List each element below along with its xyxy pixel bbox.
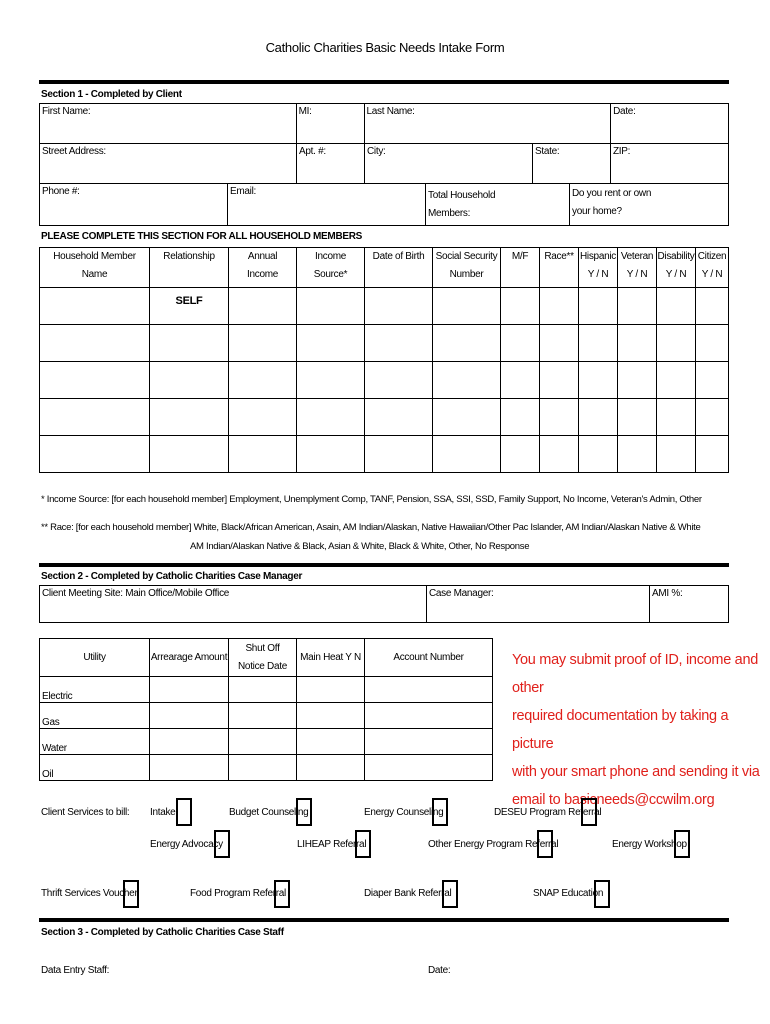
race-note-line1: ** Race: [for each household member] White, Black/African American, Asain, AM Indian/Alaskan, Native Hawaiian/Other Pac Islander, AM Indian/Alaskan Native & White (41, 522, 701, 533)
ami-field[interactable]: AMI %: (650, 586, 729, 623)
diaper-checkbox[interactable] (442, 880, 458, 908)
table-row[interactable] (40, 677, 493, 703)
deseu-label: DESEU Program Referral (494, 807, 602, 818)
liheap-checkbox[interactable] (355, 830, 371, 858)
apt-field[interactable]: Apt. #: (297, 144, 365, 184)
deseu-checkbox[interactable] (581, 798, 597, 826)
last-name-field[interactable]: Last Name: (364, 104, 611, 144)
col-ssn: Social Security Number (433, 248, 501, 288)
thrift-label: Thrift Services Voucher (41, 888, 138, 899)
col-annual-income: Annual Income (229, 248, 297, 288)
energy-counseling-label: Energy Counseling (364, 807, 444, 818)
utility-water-label: Water (40, 729, 150, 755)
street-address-field[interactable]: Street Address: (40, 144, 297, 184)
data-entry-staff-label: Data Entry Staff: (41, 965, 110, 976)
other-energy-label: Other Energy Program Referral (428, 839, 559, 850)
meeting-site-field[interactable]: Client Meeting Site: Main Office/Mobile Office (40, 586, 427, 623)
budget-counseling-label: Budget Counseling (229, 807, 309, 818)
other-energy-checkbox[interactable] (537, 830, 553, 858)
col-hispanic: Hispanic Y / N (579, 248, 618, 288)
table-row[interactable] (40, 703, 493, 729)
zip-field[interactable]: ZIP: (611, 144, 729, 184)
energy-advocacy-checkbox[interactable] (214, 830, 230, 858)
state-field[interactable]: State: (533, 144, 611, 184)
address-table (39, 143, 729, 184)
household-heading: PLEASE COMPLETE THIS SECTION FOR ALL HOUSEHOLD MEMBERS (41, 231, 363, 242)
utility-table (39, 638, 493, 781)
email-field[interactable]: Email: (228, 184, 426, 226)
col-main-heat: Main Heat Y N (297, 639, 365, 677)
col-disability: Disability Y / N (657, 248, 696, 288)
first-name-field[interactable]: First Name: (40, 104, 297, 144)
page-title: Catholic Charities Basic Needs Intake Form (265, 40, 505, 55)
energy-advocacy-label: Energy Advocacy (150, 839, 223, 850)
col-citizen: Citizen Y / N (696, 248, 729, 288)
col-veteran: Veteran Y / N (618, 248, 657, 288)
household-header-row (40, 248, 729, 288)
phone-field[interactable]: Phone #: (40, 184, 228, 226)
col-mf: M/F (501, 248, 540, 288)
col-utility: Utility (40, 639, 150, 677)
col-race: Race** (540, 248, 579, 288)
table-row[interactable] (40, 325, 729, 362)
energy-workshop-label: Energy Workshop (612, 839, 687, 850)
utility-header-row (40, 639, 493, 677)
budget-counseling-checkbox[interactable] (296, 798, 312, 826)
rent-own-field[interactable]: Do you rent or own your home? (570, 184, 729, 226)
case-manager-table (39, 585, 729, 623)
col-arrearage: Arrearage Amount (150, 639, 229, 677)
section3-heading: Section 3 - Completed by Catholic Charities Case Staff (41, 927, 284, 938)
food-checkbox[interactable] (274, 880, 290, 908)
household-table (39, 247, 729, 473)
section1-heading: Section 1 - Completed by Client (41, 89, 182, 100)
table-row[interactable] (40, 729, 493, 755)
self-label: SELF (150, 288, 229, 325)
energy-workshop-checkbox[interactable] (674, 830, 690, 858)
thrift-checkbox[interactable] (123, 880, 139, 908)
case-manager-field[interactable]: Case Manager: (427, 586, 650, 623)
income-source-note: * Income Source: [for each household member] Employment, Unemplyment Comp, TANF, Pension, SSA, SSI, SSD, Family Support, No Income, Veteran's Admin, Other (41, 494, 702, 505)
race-note-line2: AM Indian/Alaskan Native & Black, Asian & White, Black & White, Other, No Response (190, 541, 530, 552)
col-shutoff: Shut Off Notice Date (229, 639, 297, 677)
snap-label: SNAP Education (533, 888, 604, 899)
table-row[interactable] (40, 288, 729, 325)
table-row[interactable] (40, 362, 729, 399)
city-field[interactable]: City: (365, 144, 533, 184)
energy-counseling-checkbox[interactable] (432, 798, 448, 826)
col-member-name: Household Member Name (40, 248, 150, 288)
snap-checkbox[interactable] (594, 880, 610, 908)
liheap-label: LIHEAP Referral (297, 839, 367, 850)
utility-oil-label: Oil (40, 755, 150, 781)
intake-label: Intake (150, 807, 176, 818)
submit-proof-notice: You may submit proof of ID, income and other required documentation by taking a picture with your smart phone and sending it via email to basicneeds@ccwilm.org (512, 652, 760, 808)
date-field[interactable]: Date: (611, 104, 729, 144)
utility-gas-label: Gas (40, 703, 150, 729)
col-income-source: Income Source* (297, 248, 365, 288)
col-account-number: Account Number (365, 639, 493, 677)
table-row[interactable] (40, 399, 729, 436)
section2-heading: Section 2 - Completed by Catholic Charities Case Manager (41, 571, 303, 582)
section-divider (39, 918, 729, 922)
diaper-label: Diaper Bank Referral (364, 888, 452, 899)
col-relationship: Relationship (150, 248, 229, 288)
utility-electric-label: Electric (40, 677, 150, 703)
client-services-label: Client Services to bill: (41, 807, 130, 818)
section-divider (39, 80, 729, 84)
mi-field[interactable]: MI: (296, 104, 364, 144)
intake-checkbox[interactable] (176, 798, 192, 826)
col-dob: Date of Birth (365, 248, 433, 288)
section-divider (39, 563, 729, 567)
client-info-table (39, 103, 729, 144)
table-row[interactable] (40, 755, 493, 781)
total-household-field[interactable]: Total Household Members: (426, 184, 570, 226)
table-row[interactable] (40, 436, 729, 473)
contact-table (39, 183, 729, 226)
food-label: Food Program Referral (190, 888, 286, 899)
section3-date-label: Date: (428, 965, 451, 976)
